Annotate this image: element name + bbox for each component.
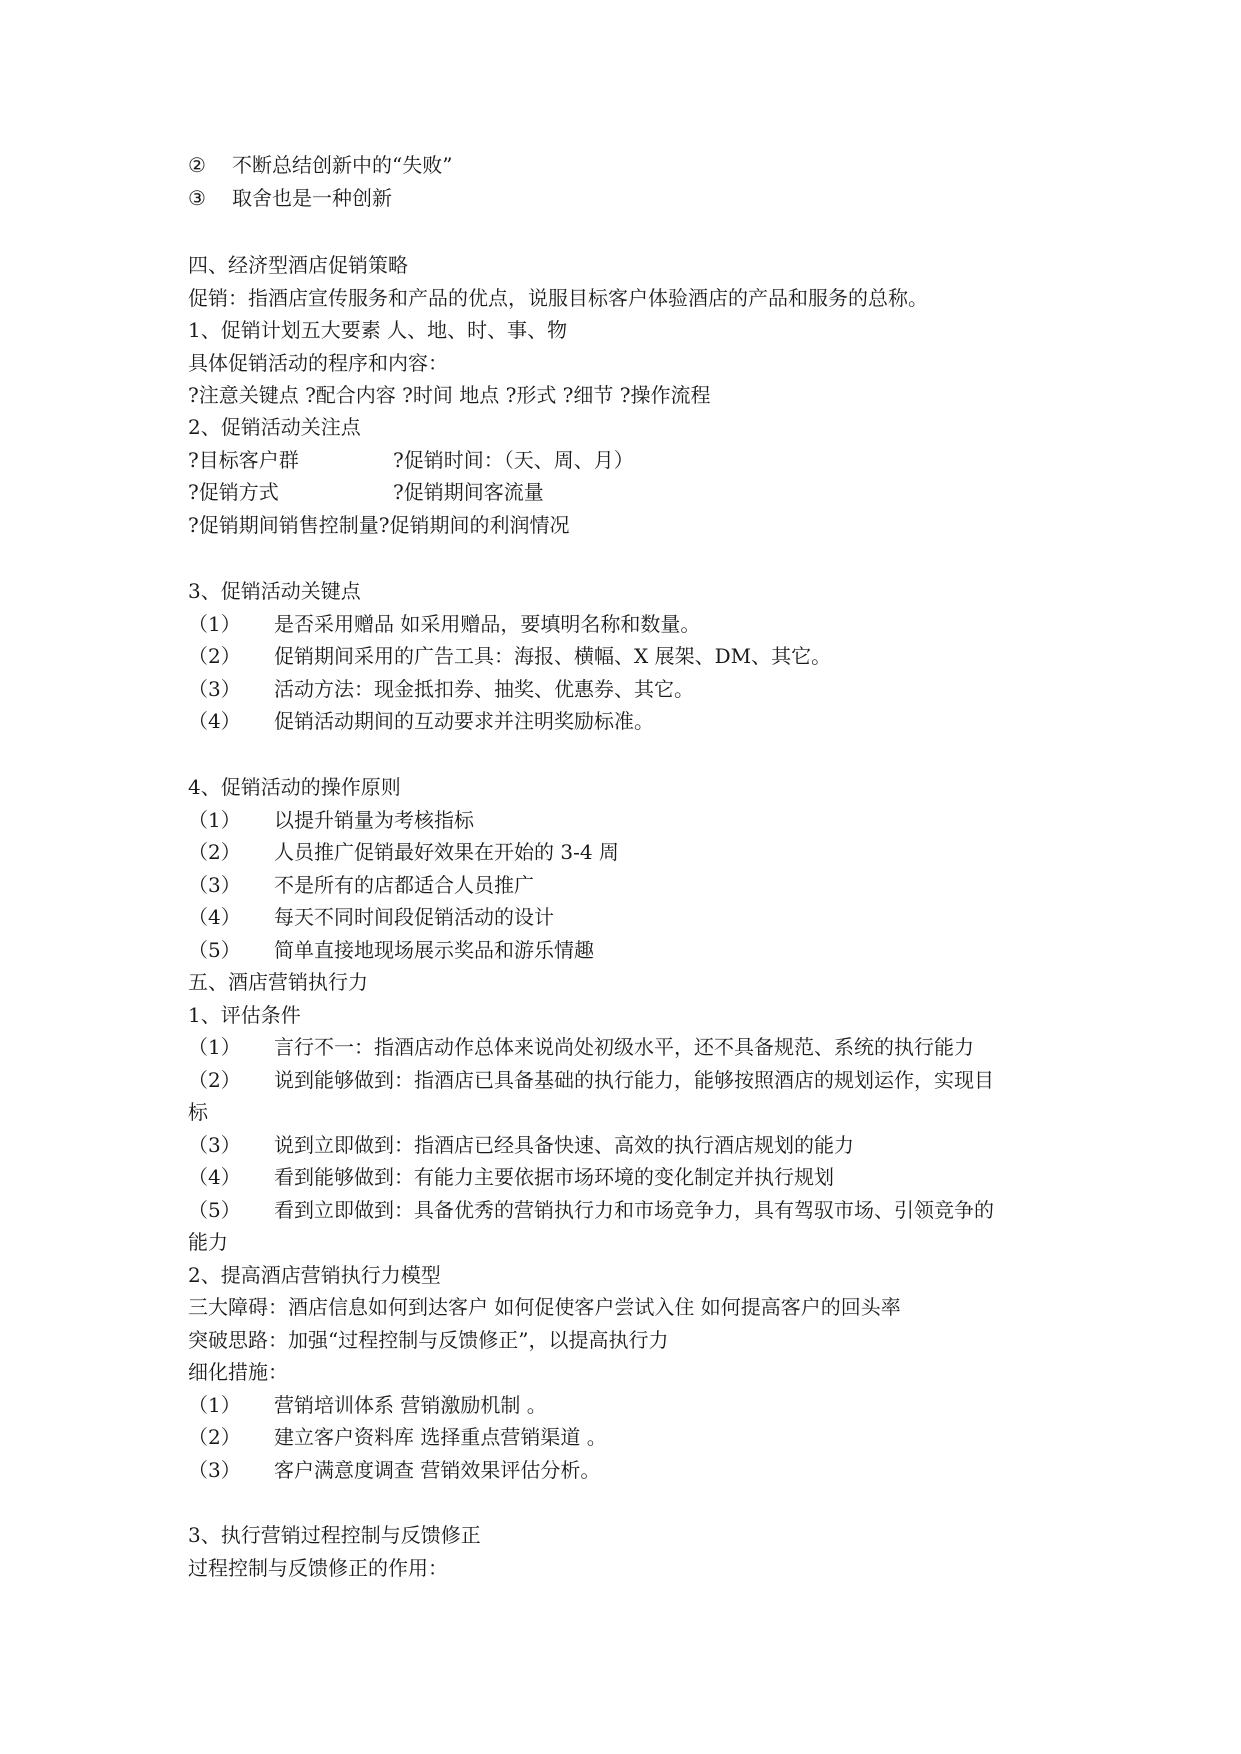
list-number: （3） (188, 677, 241, 701)
list-item: 简单直接地现场展示奖品和游乐情趣 (274, 938, 594, 962)
list-item: 客户满意度调查 营销效果评估分析。 (274, 1458, 601, 1482)
list-item: 看到立即做到：具备优秀的营销执行力和市场竞争力，具有驾驭市场、引领竞争的 (274, 1198, 994, 1222)
list-item: 不是所有的店都适合人员推广 (274, 873, 534, 897)
list-item-wrap: 能力 (188, 1230, 228, 1254)
list-number: （1） (188, 1393, 241, 1417)
grid-cell: ?促销期间客流量 (393, 480, 544, 504)
subsection-heading: 1、促销计划五大要素 人、地、时、事、物 (188, 318, 568, 342)
list-item: 是否采用赠品 如采用赠品，要填明名称和数量。 (274, 612, 701, 636)
subsection-heading: 4、促销活动的操作原则 (188, 775, 401, 799)
list-item: 促销期间采用的广告工具：海报、横幅、X 展架、DM、其它。 (274, 644, 832, 668)
subsection-heading: 2、提高酒店营销执行力模型 (188, 1263, 441, 1287)
list-item: 言行不一：指酒店动作总体来说尚处初级水平，还不具备规范、系统的执行能力 (274, 1035, 974, 1059)
subsection-heading: 3、促销活动关键点 (188, 579, 361, 603)
list-item: 每天不同时间段促销活动的设计 (274, 905, 554, 929)
list-item-wrap: 标 (188, 1100, 208, 1124)
list-number: （2） (188, 1068, 241, 1092)
section-heading: 五、酒店营销执行力 (188, 970, 368, 994)
list-item: 人员推广促销最好效果在开始的 3-4 周 (274, 840, 619, 864)
list-item: 说到能够做到：指酒店已具备基础的执行能力，能够按照酒店的规划运作，实现目 (274, 1068, 994, 1092)
paragraph: 具体促销活动的程序和内容： (188, 351, 448, 375)
subsection-heading: 3、执行营销过程控制与反馈修正 (188, 1523, 481, 1547)
list-number: （2） (188, 1425, 241, 1449)
list-number: （1） (188, 808, 241, 832)
list-number: （3） (188, 1458, 241, 1482)
list-item: 建立客户资料库 选择重点营销渠道 。 (274, 1425, 607, 1449)
circled-marker: ③ (188, 186, 206, 210)
grid-cell: ?促销方式 (188, 480, 279, 504)
list-number: （2） (188, 840, 241, 864)
paragraph: 突破思路：加强“过程控制与反馈修正”，以提高执行力 (188, 1328, 669, 1352)
list-number: （4） (188, 1165, 241, 1189)
section-heading: 四、经济型酒店促销策略 (188, 253, 408, 277)
list-number: （5） (188, 1198, 241, 1222)
circled-marker: ② (188, 153, 206, 177)
paragraph: ?注意关键点 ?配合内容 ?时间 地点 ?形式 ?细节 ?操作流程 (188, 383, 711, 407)
list-number: （5） (188, 938, 241, 962)
grid-cell: ?促销时间：（天、周、月） (393, 448, 634, 472)
paragraph: 过程控制与反馈修正的作用： (188, 1556, 448, 1580)
paragraph: 促销：指酒店宣传服务和产品的优点，说服目标客户体验酒店的产品和服务的总称。 (188, 286, 928, 310)
list-number: （1） (188, 1035, 241, 1059)
list-item: 营销培训体系 营销激励机制 。 (274, 1393, 547, 1417)
subsection-heading: 1、评估条件 (188, 1003, 301, 1027)
list-item: 活动方法：现金抵扣券、抽奖、优惠券、其它。 (274, 677, 694, 701)
list-number: （3） (188, 873, 241, 897)
grid-cell: ?目标客户群 (188, 448, 299, 472)
list-item: 以提升销量为考核指标 (274, 808, 474, 832)
paragraph: 细化措施： (188, 1360, 288, 1384)
list-item: 看到能够做到：有能力主要依据市场环境的变化制定并执行规划 (274, 1165, 834, 1189)
list-number: （3） (188, 1133, 241, 1157)
subsection-heading: 2、促销活动关注点 (188, 415, 361, 439)
circled-item-text: 不断总结创新中的“失败” (232, 153, 453, 177)
list-number: （2） (188, 644, 241, 668)
list-item: 促销活动期间的互动要求并注明奖励标准。 (274, 709, 654, 733)
paragraph: 三大障碍：酒店信息如何到达客户 如何促使客户尝试入住 如何提高客户的回头率 (188, 1295, 901, 1319)
list-number: （4） (188, 709, 241, 733)
paragraph: ?促销期间销售控制量?促销期间的利润情况 (188, 513, 570, 537)
list-number: （1） (188, 612, 241, 636)
circled-item-text: 取舍也是一种创新 (232, 186, 392, 210)
list-number: （4） (188, 905, 241, 929)
list-item: 说到立即做到：指酒店已经具备快速、高效的执行酒店规划的能力 (274, 1133, 854, 1157)
